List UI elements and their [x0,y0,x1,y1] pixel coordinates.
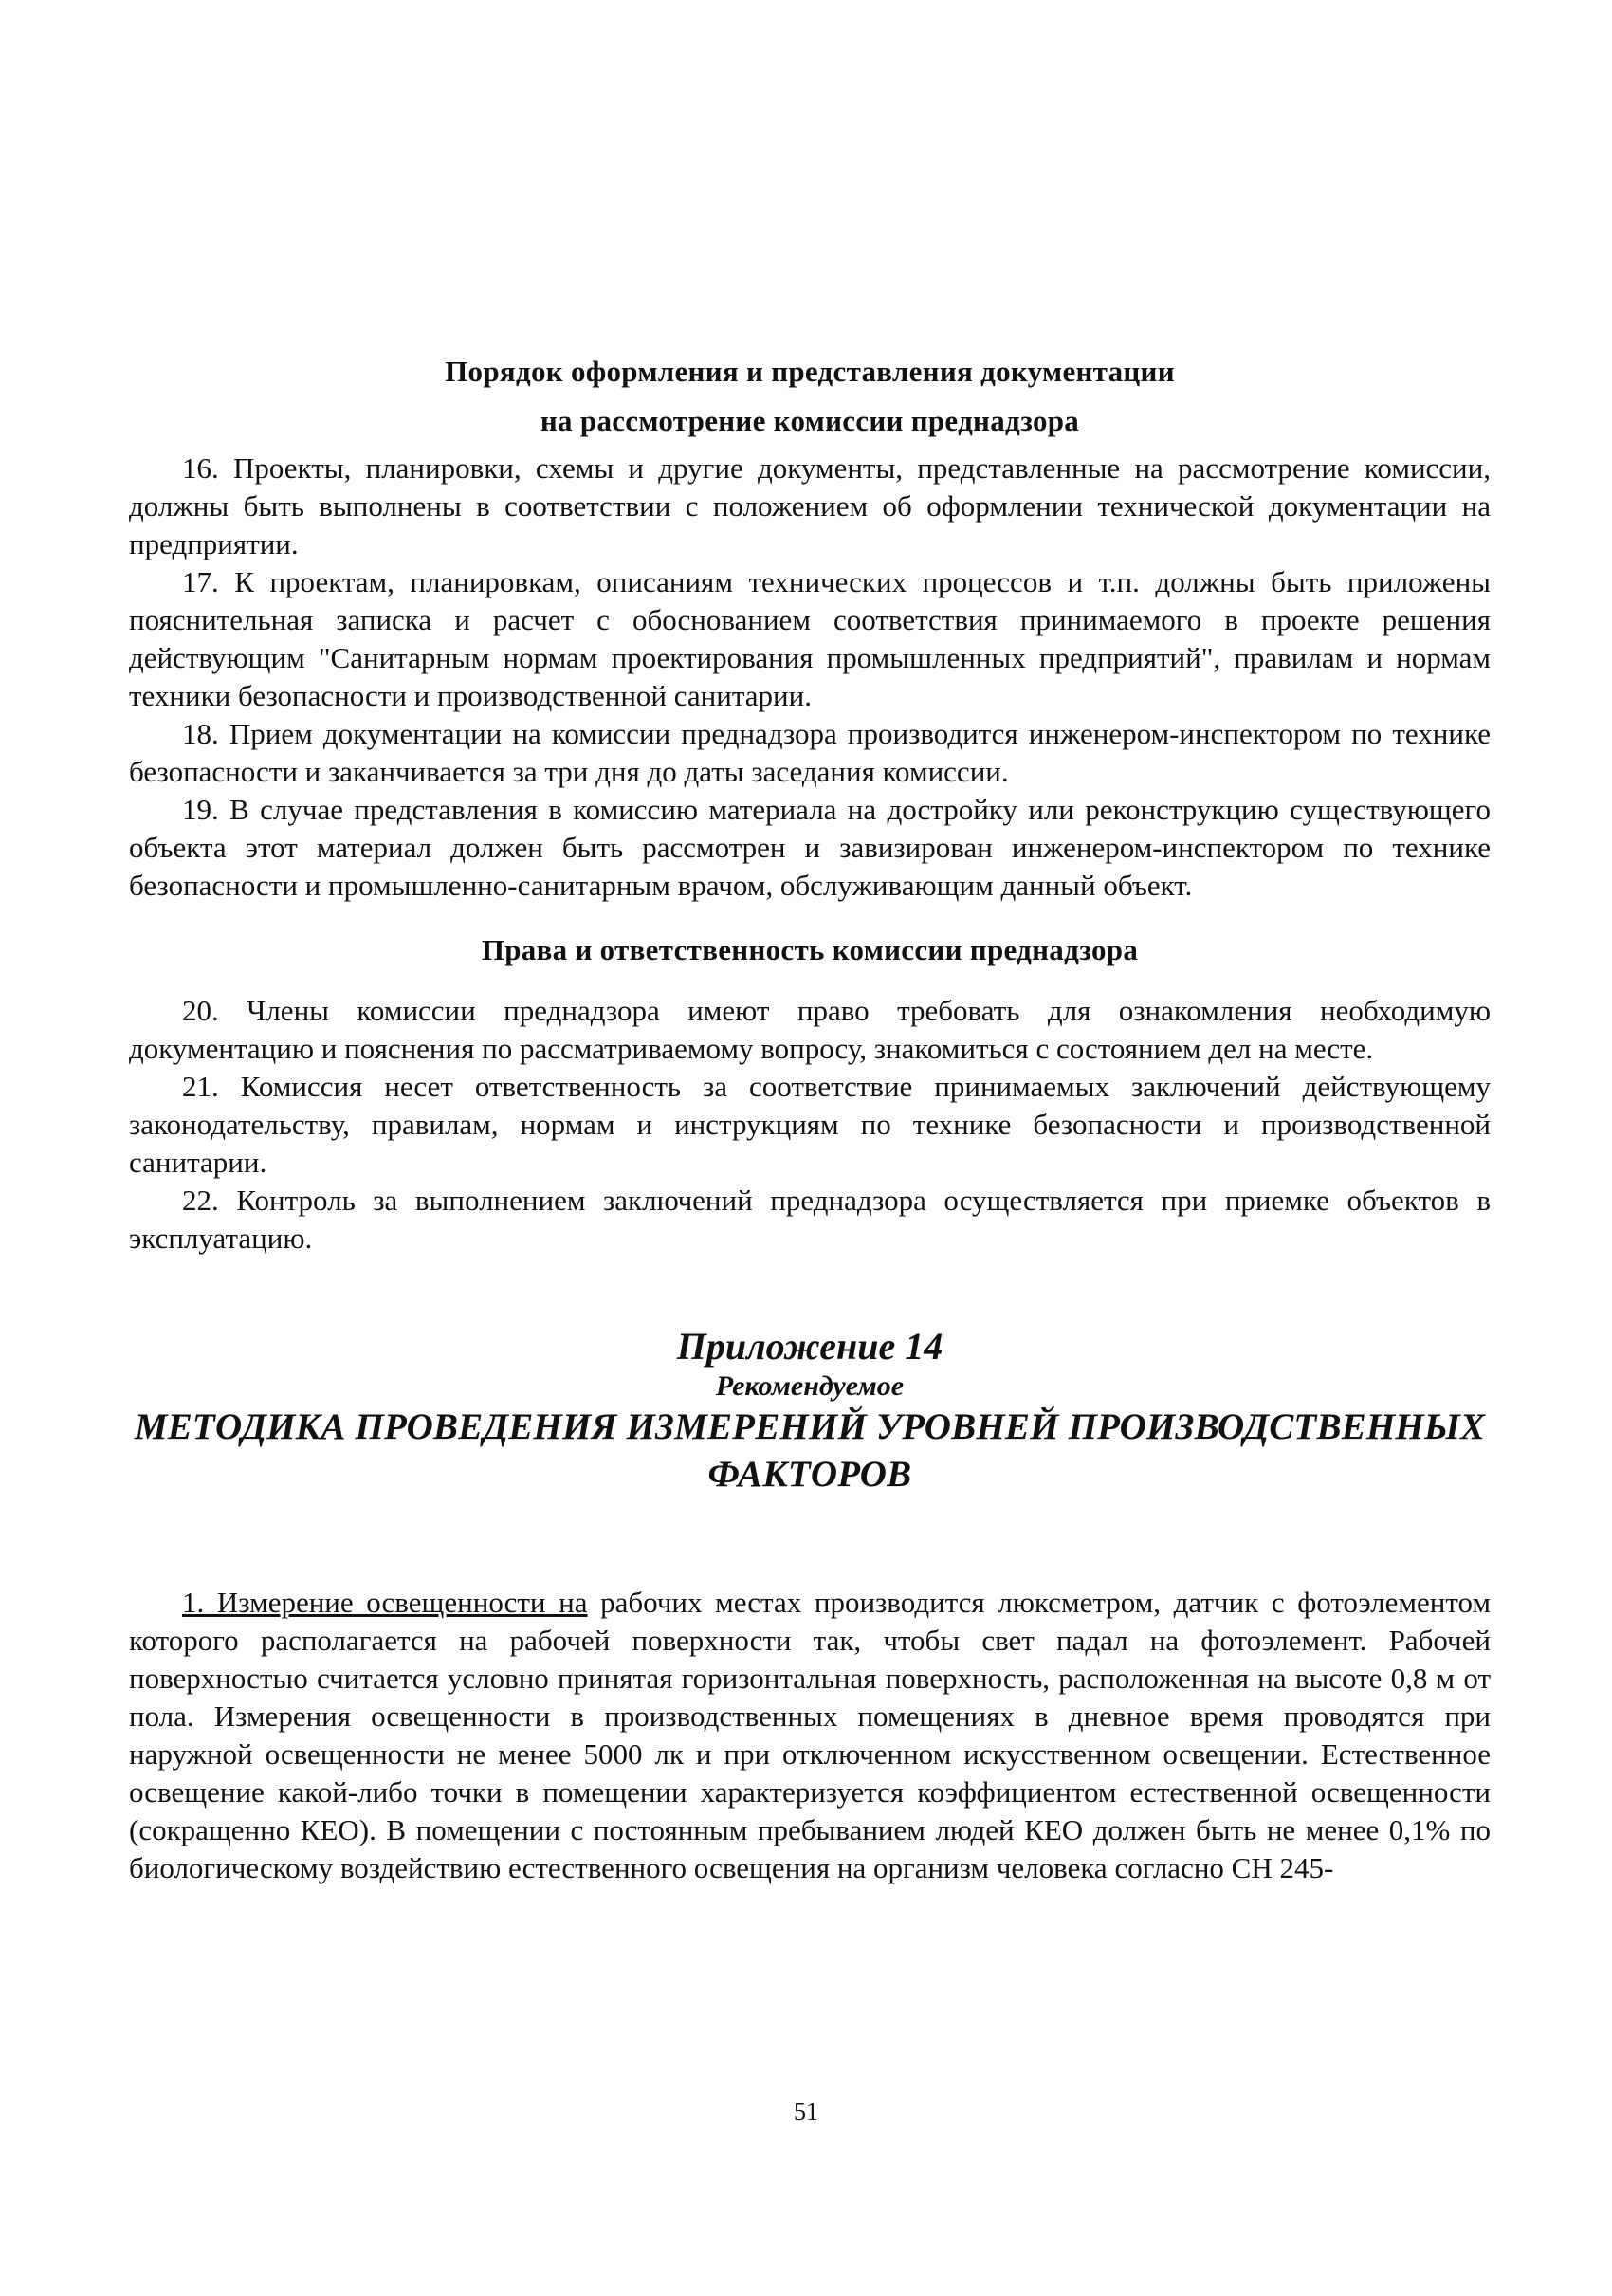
appendix-status: Рекомендуемое [715,1370,905,1402]
paragraph-20: 20. Члены комиссии преднадзора имеют право требовать для ознакомления необходимую документацию и пояснения по рассматриваемому вопросу, знакомиться с состоянием дел на месте. [129,994,1491,1065]
appendix-title-line2: ФАКТОРОВ [707,1454,912,1495]
paragraph-16: 16. Проекты, планировки, схемы и другие документы, представленные на рассмотрение комиссии, должны быть выполнены в соответствии с положением об оформлении технической документации на предприятии. [129,451,1491,560]
section-heading-rights: Права и ответственность комиссии преднадзора [481,933,1139,966]
appendix-paragraph-1-underlined: 1. Измерение освещенности на [182,1586,588,1619]
paragraph-19: 19. В случае представления в комиссию материала на достройку или реконструкцию существующего объекта этот материал должен быть рассмотрен и завизирован инженером-инспектором по технике безопасности и промышленно-санитарным врачом, обслуживающим данный объект. [129,793,1491,902]
paragraph-22: 22. Контроль за выполнением заключений преднадзора осуществляется при приемке объектов в эксплуатацию. [129,1184,1491,1255]
appendix-paragraph-1-rest: рабочих местах производится люксметром, датчик с фотоэлементом которого располагается на рабочей поверхности так, чтобы свет падал на фотоэлемент. Рабочей поверхностью считается условно принятая горизонтальная поверхность, расположенная на высоте 0,8 м от пола. Измерения освещенности в производственных помещениях в дневное время проводятся при наружной освещенности не менее 5000 лк и при отключенном искусственном освещении. Естественное освещение какой-либо точки в помещении характеризуется коэффициентом естественной освещенности (сокращенно КЕО). В помещении с постоянным пребыванием людей КЕО должен быть не менее 0,1% по биологическому воздействию естественного освещения на организм человека согласно СН 245- [129,1586,1491,1884]
section-heading-submission-line1: Порядок оформления и представления документации [445,355,1175,388]
page-number: 51 [794,2098,818,2125]
text-column [129,0,1491,1887]
paragraph-17: 17. К проектам, планировкам, описаниям технических процессов и т.п. должны быть приложены пояснительная записка и расчет с обоснованием соответствия принимаемого в проекте решения действующим "Санитарным нормам проектирования промышленных предприятий", правилам и нормам техники безопасности и производственной санитарии. [129,565,1491,712]
section-heading-submission-line2: на рассмотрение комиссии преднадзора [540,404,1080,437]
appendix-title-line1: МЕТОДИКА ПРОВЕДЕНИЯ ИЗМЕРЕНИЙ УРОВНЕЙ ПРОИЗВОДСТВЕННЫХ [134,1406,1486,1447]
paragraph-21: 21. Комиссия несет ответственность за соответствие принимаемых заключений действующему законодательству, правилам, нормам и инструкциям по технике безопасности и производственной санитарии. [129,1070,1491,1179]
appendix-number: Приложение 14 [676,1325,943,1368]
appendix-paragraph-1 [129,1584,1491,1887]
paragraph-18: 18. Прием документации на комиссии преднадзора производится инженером-инспектором по технике безопасности и заканчивается за три дня до даты заседания комиссии. [129,717,1491,788]
